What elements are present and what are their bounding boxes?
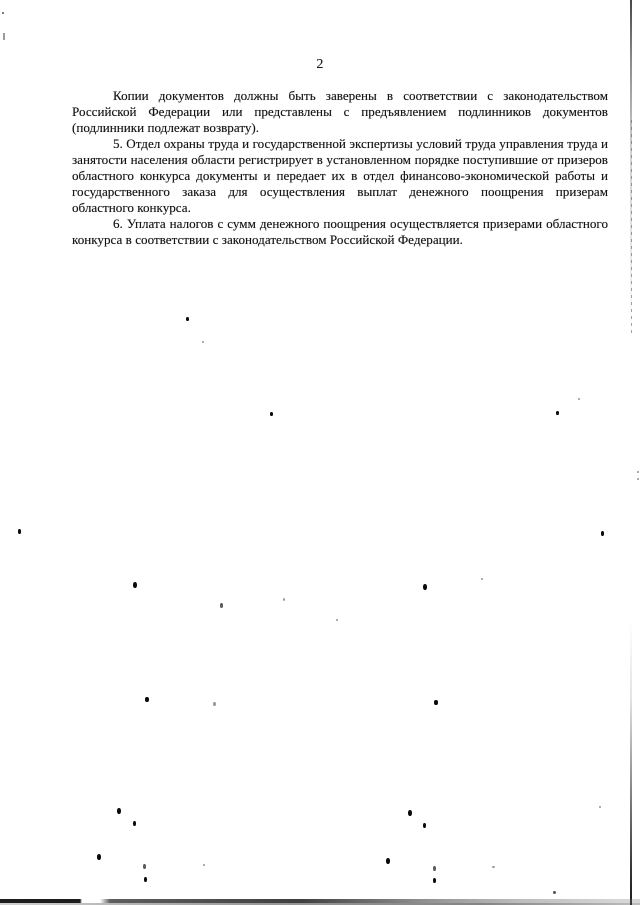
scan-speck <box>637 478 639 480</box>
scan-speck <box>145 697 149 702</box>
scan-speck <box>556 411 559 415</box>
scan-speck <box>203 864 205 866</box>
scan-edge-right-dotted <box>631 120 632 335</box>
scan-speck <box>433 866 436 871</box>
scan-speck <box>433 878 436 883</box>
scan-speck <box>386 858 390 864</box>
scan-speck <box>553 891 556 894</box>
scan-speck <box>637 471 639 473</box>
scan-speck <box>133 821 136 826</box>
scan-speck <box>434 700 438 705</box>
scan-speck <box>423 584 427 590</box>
scan-speck <box>578 398 580 400</box>
page-number: 2 <box>316 57 324 72</box>
paragraph-item-6: 6. Уплата налогов с сумм денежного поощрения осуществляется призерами областного конкурса в соответствии с законодательством Российской Федерации. <box>72 216 608 248</box>
document-body <box>72 88 608 248</box>
scan-mark-top-left-tick <box>3 33 5 40</box>
paragraph-copies: Копии документов должны быть заверены в соответствии с законодательством Российской Федерации или представлены с предъявлением подлинников документов (подлинники подлежат возврату). <box>72 88 608 136</box>
scan-mark-top-left-dot <box>2 12 4 14</box>
scan-speck <box>408 810 412 816</box>
scan-speck <box>18 529 21 534</box>
scan-speck <box>213 702 216 706</box>
scan-speck <box>492 866 495 868</box>
scan-speck <box>481 578 483 580</box>
scan-speck <box>283 598 285 601</box>
scan-speck <box>202 341 204 343</box>
scan-speck <box>143 864 146 869</box>
scan-speck <box>186 317 189 321</box>
scan-speck <box>423 823 426 828</box>
scan-speck <box>144 877 147 882</box>
scan-speck <box>133 582 137 588</box>
scan-speck <box>599 806 601 808</box>
scan-speck <box>117 808 121 814</box>
scan-speck <box>336 619 338 621</box>
paragraph-item-5: 5. Отдел охраны труда и государственной экспертизы условий труда управления труда и занятости населения области регистрирует в установленном порядке поступившие от призеров областного конкурса документы и передает их в отдел финансово-экономической работы и государственного заказа для осуществления выплат денежного поощрения призерам областного конкурса. <box>72 136 608 216</box>
scan-speck <box>97 854 101 860</box>
scan-speck <box>270 412 273 416</box>
scan-speck <box>601 531 604 536</box>
scan-speck <box>220 603 223 608</box>
